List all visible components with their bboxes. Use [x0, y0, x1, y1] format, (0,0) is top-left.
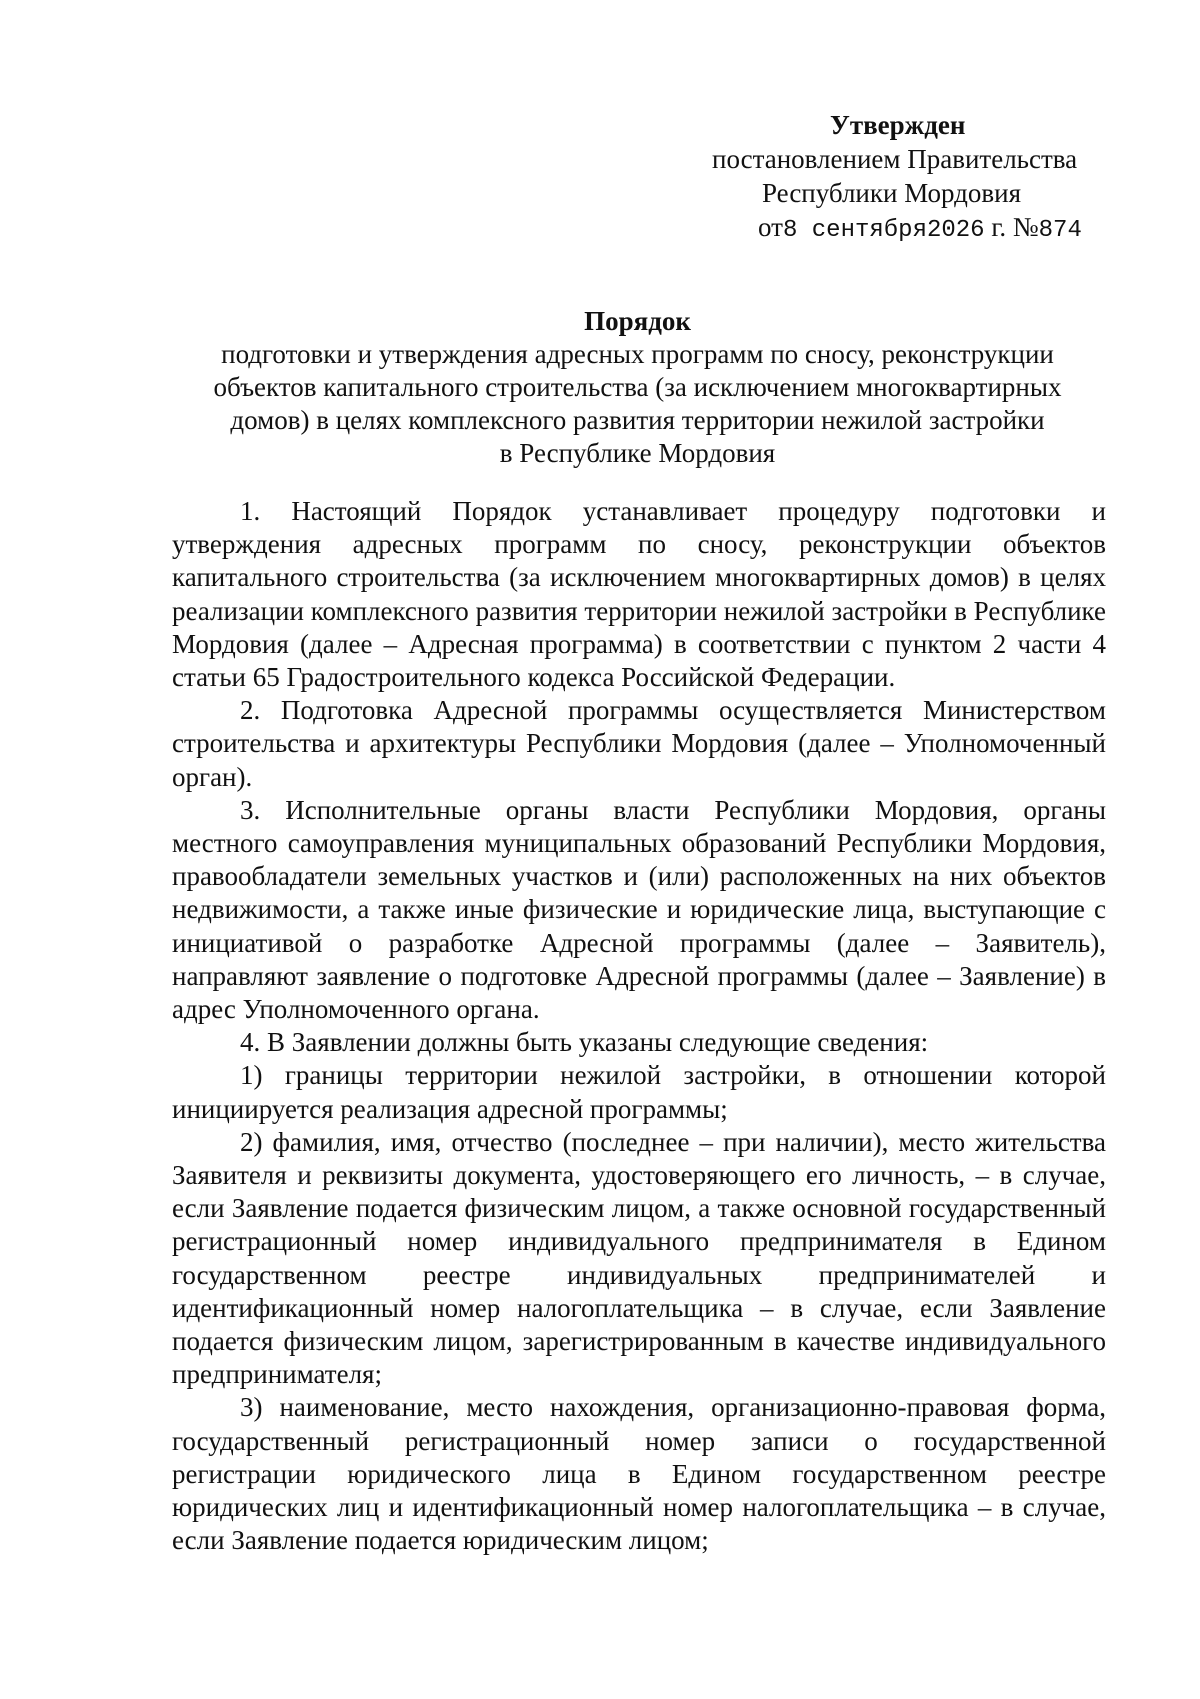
paragraph-4: 4. В Заявлении должны быть указаны следующие сведения:	[240, 1027, 929, 1058]
approval-block	[700, 108, 1120, 248]
document-body	[172, 495, 1106, 1558]
paragraph-3: 3. Исполнительные органы власти Республики Мордовия, органы местного самоуправления муниципальных образований Республики Мордовия, правообладатели земельных участков и (или) расположенных на них объектов недвижимости, а также иные физические и юридические лица, выступающие с инициативой о разработке Адресной программы (далее – Заявитель), направляют заявление о подготовке Адресной программы (далее – Заявление) в адрес Уполномоченного органа.	[172, 794, 1106, 1025]
approval-line-resolution: постановлением Правительства	[712, 144, 1078, 174]
approval-number: 874	[1038, 217, 1082, 244]
approval-date-line	[700, 210, 1120, 248]
subtitle-line: в Республике Мордовия	[499, 438, 776, 468]
document-heading	[170, 305, 1105, 470]
paragraph-2: 2. Подготовка Адресной программы осуществляется Министерством строительства и архитектуры Республики Мордовия (далее – Уполномоченный орган).	[172, 695, 1106, 792]
document-title: Порядок	[584, 306, 691, 336]
list-item-2: 2) фамилия, имя, отчество (последнее – при наличии), место жительства Заявителя и реквизиты документа, удостоверяющего его личность, – в случае, если Заявление подается физическим лицом, а также основной государственный регистрационный номер индивидуального предпринимателя в Едином государственном реестре индивидуальных предпринимателей и идентификационный номер налогоплательщика – в случае, если Заявление подается физическим лицом, зарегистрированным в качестве индивидуального предпринимателя;	[172, 1126, 1106, 1390]
subtitle-line: подготовки и утверждения адресных программ по сносу, реконструкции	[221, 339, 1054, 369]
subtitle-line: домов) в целях комплексного развития территории нежилой застройки	[230, 405, 1045, 435]
approval-date-value: 8 сентября2026	[782, 217, 985, 244]
approval-line-republic: Республики Мордовия	[762, 178, 1022, 208]
approval-date-prefix: от	[758, 212, 783, 242]
list-item-3: 3) наименование, место нахождения, организационно-правовая форма, государственный регистрационный номер записи о государственной регистрации юридического лица в Едином государственном реестре юридических лиц и идентификационный номер налогоплательщика – в случае, если Заявление подается юридическим лицом;	[172, 1392, 1106, 1556]
list-item-1: 1) границы территории нежилой застройки, в отношении которой инициируется реализация адресной программы;	[172, 1060, 1106, 1124]
approval-number-prefix: г. №	[984, 212, 1039, 242]
approval-title: Утвержден	[830, 110, 966, 140]
subtitle-line: объектов капитального строительства (за исключением многоквартирных	[213, 372, 1062, 402]
paragraph-1: 1. Настоящий Порядок устанавливает процедуру подготовки и утверждения адресных программ по сносу, реконструкции объектов капитального строительства (за исключением многоквартирных домов) в целях реализации комплексного развития территории нежилой застройки в Республике Мордовия (далее – Адресная программа) в соответствии с пунктом 2 части 4 статьи 65 Градостроительного кодекса Российской Федерации.	[172, 496, 1106, 693]
